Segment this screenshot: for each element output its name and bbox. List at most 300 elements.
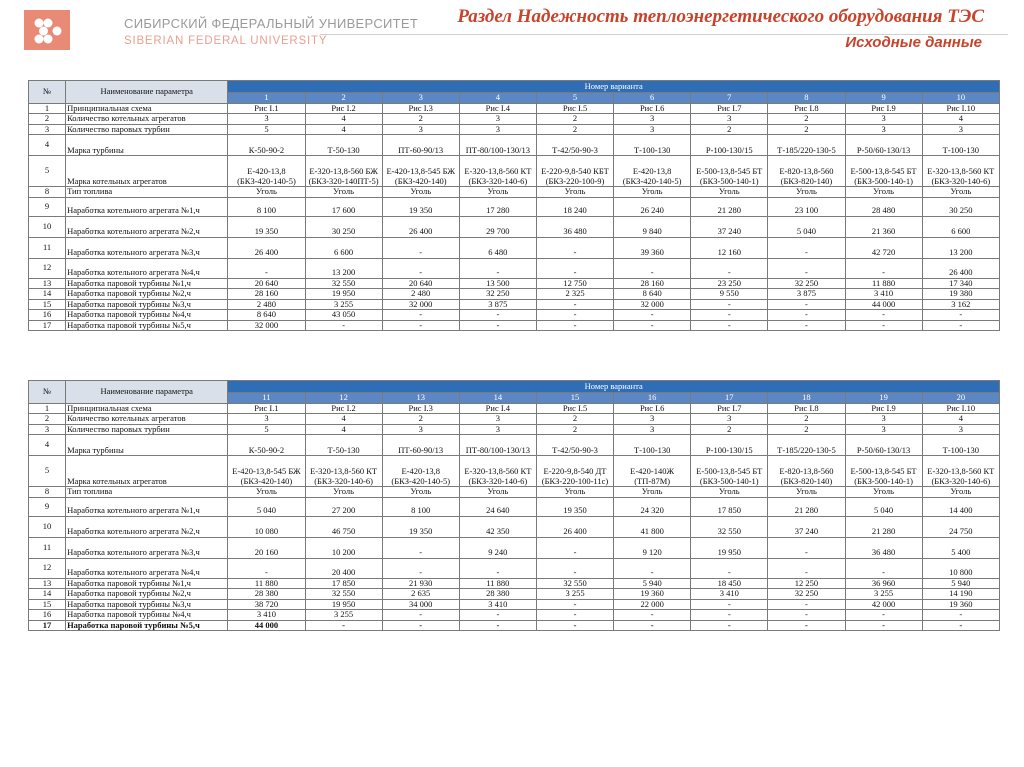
- row-number: 16: [29, 610, 66, 621]
- table-row: [29, 289, 1000, 300]
- variant-value: 34 000: [382, 599, 459, 610]
- parameter-name: Наработка котельного агрегата №1,ч: [66, 497, 228, 516]
- variant-value: 26 400: [228, 237, 305, 258]
- variant-value: Е-420-13,8-545 БЖ (БКЗ-420-140): [382, 156, 459, 187]
- variant-value: -: [459, 310, 536, 321]
- variant-value: Т-100-130: [614, 435, 691, 456]
- variant-index-header: 5: [536, 93, 613, 104]
- variant-value: 11 880: [459, 578, 536, 589]
- variant-value: -: [228, 558, 305, 578]
- variant-value: -: [382, 558, 459, 578]
- parameter-name: Количество паровых турбин: [66, 424, 228, 435]
- variant-value: Т-42/50-90-3: [536, 435, 613, 456]
- variant-value: 36 480: [845, 537, 922, 558]
- variant-value: К-50-90-2: [228, 435, 305, 456]
- variant-value: Е-220-9,8-540 КБТ (БКЗ-220-100-9): [536, 156, 613, 187]
- header-variant-number: Номер варианта: [228, 381, 1000, 393]
- variant-value: 38 720: [228, 599, 305, 610]
- variant-value: 17 600: [305, 197, 382, 216]
- variant-value: -: [768, 320, 845, 331]
- variant-value: -: [768, 620, 845, 631]
- variant-value: -: [382, 310, 459, 321]
- variant-value: 2: [382, 114, 459, 125]
- variant-value: Т-42/50-90-3: [536, 135, 613, 156]
- row-number: 3: [29, 424, 66, 435]
- variant-value: 28 380: [459, 589, 536, 600]
- variant-value: Рис I.1: [228, 103, 305, 114]
- parameter-name: Наработка котельного агрегата №2,ч: [66, 216, 228, 237]
- variant-value: 13 200: [305, 258, 382, 278]
- variant-value: Рис I.2: [305, 103, 382, 114]
- sfu-logo-icon: [24, 10, 70, 50]
- variant-value: Уголь: [614, 487, 691, 498]
- variant-index-header: 3: [382, 93, 459, 104]
- variant-value: 3: [845, 114, 922, 125]
- variant-value: Уголь: [922, 487, 999, 498]
- variant-value: 19 950: [305, 599, 382, 610]
- row-number: 8: [29, 187, 66, 198]
- variant-value: Рис I.10: [922, 403, 999, 414]
- variant-value: 2: [536, 124, 613, 135]
- parameter-name: Наработка котельного агрегата №3,ч: [66, 537, 228, 558]
- variant-value: 36 960: [845, 578, 922, 589]
- variant-value: Уголь: [228, 187, 305, 198]
- variant-value: 6 600: [922, 216, 999, 237]
- variant-value: Уголь: [459, 187, 536, 198]
- parameter-name: Наработка паровой турбины №3,ч: [66, 599, 228, 610]
- variant-index-header: 20: [922, 393, 999, 404]
- variant-value: -: [459, 620, 536, 631]
- row-number: 2: [29, 114, 66, 125]
- table-row: [29, 497, 1000, 516]
- parameter-name: Количество котельных агрегатов: [66, 114, 228, 125]
- variant-value: Е-320-13,8-560 КТ (БКЗ-320-140-6): [922, 156, 999, 187]
- variant-value: -: [536, 620, 613, 631]
- variant-value: -: [845, 320, 922, 331]
- variant-value: -: [691, 610, 768, 621]
- variant-value: Е-420-13,8 (БКЗ-420-140-5): [614, 156, 691, 187]
- parameter-name: Количество котельных агрегатов: [66, 414, 228, 425]
- variant-value: Рис I.3: [382, 403, 459, 414]
- parameter-name: Принципиальная схема: [66, 403, 228, 414]
- variant-value: -: [845, 258, 922, 278]
- variant-value: 4: [305, 414, 382, 425]
- variant-value: Уголь: [845, 487, 922, 498]
- variant-value: 3: [459, 424, 536, 435]
- variant-value: ПТ-80/100-130/13: [459, 135, 536, 156]
- variant-value: ПТ-80/100-130/13: [459, 435, 536, 456]
- parameter-name: Наработка паровой турбины №2,ч: [66, 289, 228, 300]
- variant-value: 21 360: [845, 216, 922, 237]
- variant-value: 17 280: [459, 197, 536, 216]
- variant-value: 5: [228, 424, 305, 435]
- variant-value: 3: [228, 114, 305, 125]
- variant-value: Рис I.9: [845, 103, 922, 114]
- variant-value: 44 000: [845, 299, 922, 310]
- table-row: [29, 537, 1000, 558]
- variant-value: 28 160: [228, 289, 305, 300]
- variant-value: Т-185/220-130-5: [768, 435, 845, 456]
- variant-value: Е-500-13,8-545 БТ (БКЗ-500-140-1): [845, 156, 922, 187]
- variant-value: Уголь: [305, 487, 382, 498]
- row-number: 12: [29, 558, 66, 578]
- variant-value: 44 000: [228, 620, 305, 631]
- variant-value: Р-100-130/15: [691, 435, 768, 456]
- variant-value: 3: [228, 414, 305, 425]
- variant-value: -: [536, 258, 613, 278]
- row-number: 9: [29, 497, 66, 516]
- variant-value: 3: [614, 414, 691, 425]
- variant-value: Т-100-130: [614, 135, 691, 156]
- variant-value: Е-820-13,8-560 (БКЗ-820-140): [768, 456, 845, 487]
- variant-value: -: [614, 310, 691, 321]
- variant-value: Уголь: [768, 187, 845, 198]
- variant-value: 3: [691, 414, 768, 425]
- variant-index-header: 8: [768, 93, 845, 104]
- variant-value: -: [845, 558, 922, 578]
- variant-value: 2 325: [536, 289, 613, 300]
- variant-value: -: [305, 620, 382, 631]
- variant-value: 3 410: [459, 599, 536, 610]
- variant-value: Рис I.1: [228, 403, 305, 414]
- variant-value: 3: [922, 424, 999, 435]
- variant-value: 3 162: [922, 299, 999, 310]
- variant-value: 11 880: [228, 578, 305, 589]
- variant-value: -: [768, 310, 845, 321]
- parameter-name: Наработка котельного агрегата №1,ч: [66, 197, 228, 216]
- variant-value: 27 200: [305, 497, 382, 516]
- variant-value: 2 635: [382, 589, 459, 600]
- row-number: 10: [29, 516, 66, 537]
- row-number: 13: [29, 578, 66, 589]
- variant-value: Е-320-13,8-560 КТ (БКЗ-320-140-6): [459, 156, 536, 187]
- variant-value: 32 250: [459, 289, 536, 300]
- variant-value: -: [768, 558, 845, 578]
- variant-value: Е-320-13,8-560 КТ (БКЗ-320-140-6): [305, 456, 382, 487]
- variant-value: Е-500-13,8-545 БТ (БКЗ-500-140-1): [691, 156, 768, 187]
- variant-value: 23 250: [691, 278, 768, 289]
- table-row: [29, 197, 1000, 216]
- variant-index-header: 11: [228, 393, 305, 404]
- variant-value: -: [614, 258, 691, 278]
- variant-value: 17 340: [922, 278, 999, 289]
- variant-value: 19 350: [382, 197, 459, 216]
- variant-value: 5 040: [768, 216, 845, 237]
- variant-value: 2: [536, 424, 613, 435]
- variant-value: Т-50-130: [305, 135, 382, 156]
- variant-value: 32 000: [614, 299, 691, 310]
- university-logo: [20, 8, 419, 52]
- variant-value: 3 410: [845, 289, 922, 300]
- variant-value: 11 880: [845, 278, 922, 289]
- variant-value: 3: [459, 124, 536, 135]
- variant-value: 3: [845, 414, 922, 425]
- variant-value: -: [382, 320, 459, 331]
- variant-value: 32 250: [768, 278, 845, 289]
- variant-value: -: [382, 610, 459, 621]
- variant-value: Т-185/220-130-5: [768, 135, 845, 156]
- table-row: [29, 299, 1000, 310]
- header-variant-number: Номер варианта: [228, 81, 1000, 93]
- variant-value: 3: [614, 124, 691, 135]
- variant-value: 3: [922, 124, 999, 135]
- variant-value: 26 240: [614, 197, 691, 216]
- variant-index-header: 9: [845, 93, 922, 104]
- variant-value: 3: [459, 114, 536, 125]
- variant-value: -: [922, 610, 999, 621]
- variants-table-1: [28, 80, 1000, 331]
- row-number: 15: [29, 599, 66, 610]
- variant-value: 3: [382, 424, 459, 435]
- variant-value: 20 640: [382, 278, 459, 289]
- variant-value: -: [459, 258, 536, 278]
- variant-value: -: [459, 610, 536, 621]
- table-row: [29, 124, 1000, 135]
- table-row: [29, 599, 1000, 610]
- parameter-name: Наработка котельного агрегата №4,ч: [66, 558, 228, 578]
- variant-value: Р-50/60-130/13: [845, 135, 922, 156]
- variant-value: -: [228, 258, 305, 278]
- variant-index-header: 10: [922, 93, 999, 104]
- variant-index-header: 1: [228, 93, 305, 104]
- variant-value: 2: [691, 424, 768, 435]
- variant-value: 8 100: [382, 497, 459, 516]
- table-row: [29, 187, 1000, 198]
- variant-value: 18 240: [536, 197, 613, 216]
- variant-value: 5 040: [845, 497, 922, 516]
- parameter-name: Наработка паровой турбины №3,ч: [66, 299, 228, 310]
- table-row: [29, 103, 1000, 114]
- variant-value: 46 750: [305, 516, 382, 537]
- table-row: [29, 435, 1000, 456]
- variant-value: -: [768, 258, 845, 278]
- row-number: 1: [29, 403, 66, 414]
- variant-value: -: [459, 320, 536, 331]
- table-row: [29, 135, 1000, 156]
- variant-value: Рис I.9: [845, 403, 922, 414]
- variant-value: Рис I.2: [305, 403, 382, 414]
- variant-value: Уголь: [536, 187, 613, 198]
- parameter-name: Марка котельных агрегатов: [66, 156, 228, 187]
- variant-value: 3 255: [305, 610, 382, 621]
- row-number: 5: [29, 456, 66, 487]
- variant-value: Е-420-13,8-545 БЖ (БКЗ-420-140): [228, 456, 305, 487]
- variant-value: 24 640: [459, 497, 536, 516]
- variant-value: Е-420-13,8 (БКЗ-420-140-5): [228, 156, 305, 187]
- variant-value: Уголь: [382, 187, 459, 198]
- variant-value: -: [922, 620, 999, 631]
- variant-value: 9 240: [459, 537, 536, 558]
- variant-index-header: 15: [536, 393, 613, 404]
- row-number: 17: [29, 620, 66, 631]
- variant-value: Е-500-13,8-545 БТ (БКЗ-500-140-1): [691, 456, 768, 487]
- variant-value: 4: [305, 124, 382, 135]
- variant-value: 5: [228, 124, 305, 135]
- row-number: 8: [29, 487, 66, 498]
- variant-value: Рис I.4: [459, 103, 536, 114]
- variant-value: -: [536, 320, 613, 331]
- variant-value: 4: [305, 114, 382, 125]
- variant-value: 12 750: [536, 278, 613, 289]
- variant-value: Рис I.10: [922, 103, 999, 114]
- variant-index-header: 2: [305, 93, 382, 104]
- table-row: [29, 456, 1000, 487]
- page-title: Раздел Надежность теплоэнергетического оборудования ТЭС: [457, 6, 984, 27]
- variant-value: -: [768, 610, 845, 621]
- variant-value: 9 550: [691, 289, 768, 300]
- variant-value: Уголь: [305, 187, 382, 198]
- header-number: №: [29, 81, 66, 104]
- variant-value: -: [536, 610, 613, 621]
- variant-value: -: [536, 599, 613, 610]
- variant-value: 26 400: [536, 516, 613, 537]
- page-subtitle: Исходные данные: [845, 34, 982, 51]
- variant-value: 24 750: [922, 516, 999, 537]
- variant-value: -: [536, 310, 613, 321]
- table-row: [29, 424, 1000, 435]
- variant-value: ПТ-60-90/13: [382, 135, 459, 156]
- row-number: 1: [29, 103, 66, 114]
- variant-value: 2: [536, 114, 613, 125]
- variant-value: -: [382, 537, 459, 558]
- table-row: [29, 578, 1000, 589]
- row-number: 10: [29, 216, 66, 237]
- variant-value: Е-500-13,8-545 БТ (БКЗ-500-140-1): [845, 456, 922, 487]
- variant-value: 2: [382, 414, 459, 425]
- variant-value: 28 380: [228, 589, 305, 600]
- table-row: [29, 610, 1000, 621]
- variant-value: 2: [768, 424, 845, 435]
- variant-value: Е-420-13,8 (БКЗ-420-140-5): [382, 456, 459, 487]
- variant-value: -: [305, 320, 382, 331]
- row-number: 3: [29, 124, 66, 135]
- variant-value: ПТ-60-90/13: [382, 435, 459, 456]
- table-row: [29, 487, 1000, 498]
- variant-index-header: 14: [459, 393, 536, 404]
- table-row: [29, 414, 1000, 425]
- variant-value: Рис I.6: [614, 403, 691, 414]
- variant-value: 5 940: [922, 578, 999, 589]
- variant-value: -: [691, 320, 768, 331]
- table-row: [29, 320, 1000, 331]
- variant-value: -: [691, 299, 768, 310]
- header-parameter-name: Наименование параметра: [66, 81, 228, 104]
- variant-value: Уголь: [691, 487, 768, 498]
- variant-value: 37 240: [768, 516, 845, 537]
- variant-value: 39 360: [614, 237, 691, 258]
- variant-value: 3 875: [459, 299, 536, 310]
- row-number: 4: [29, 135, 66, 156]
- row-number: 4: [29, 435, 66, 456]
- variant-value: -: [536, 237, 613, 258]
- variant-value: Р-50/60-130/13: [845, 435, 922, 456]
- variant-index-header: 19: [845, 393, 922, 404]
- row-number: 15: [29, 299, 66, 310]
- row-number: 2: [29, 414, 66, 425]
- variant-value: Уголь: [922, 187, 999, 198]
- variant-value: К-50-90-2: [228, 135, 305, 156]
- variant-value: -: [845, 620, 922, 631]
- variant-value: Е-820-13,8-560 (БКЗ-820-140): [768, 156, 845, 187]
- variant-value: 3 255: [845, 589, 922, 600]
- variant-value: 19 350: [228, 216, 305, 237]
- variant-value: -: [922, 320, 999, 331]
- variant-value: Рис I.4: [459, 403, 536, 414]
- parameter-name: Наработка паровой турбины №2,ч: [66, 589, 228, 600]
- variant-value: 21 280: [691, 197, 768, 216]
- variant-value: Т-100-130: [922, 435, 999, 456]
- variant-value: Уголь: [691, 187, 768, 198]
- table-row: [29, 156, 1000, 187]
- university-name-en: SIBERIAN FEDERAL UNIVERSITY: [124, 35, 328, 47]
- variant-value: 2: [691, 124, 768, 135]
- variant-value: Е-320-13,8-560 БЖ (БКЗ-320-140ПТ-5): [305, 156, 382, 187]
- variant-value: 32 250: [768, 589, 845, 600]
- parameter-name: Наработка паровой турбины №4,ч: [66, 610, 228, 621]
- variant-value: 10 200: [305, 537, 382, 558]
- variant-value: 3: [382, 124, 459, 135]
- variant-value: 32 000: [228, 320, 305, 331]
- variant-value: 5 940: [614, 578, 691, 589]
- variant-value: -: [768, 299, 845, 310]
- variant-value: Уголь: [459, 487, 536, 498]
- variant-value: Рис I.7: [691, 403, 768, 414]
- parameter-name: Марка котельных агрегатов: [66, 456, 228, 487]
- variant-value: 3: [845, 124, 922, 135]
- parameter-name: Наработка котельного агрегата №4,ч: [66, 258, 228, 278]
- variant-value: Т-50-130: [305, 435, 382, 456]
- variant-value: 17 850: [691, 497, 768, 516]
- variant-value: -: [768, 537, 845, 558]
- variants-table-2: [28, 380, 1000, 631]
- variant-value: 3 255: [536, 589, 613, 600]
- variant-value: Уголь: [382, 487, 459, 498]
- variant-value: 13 500: [459, 278, 536, 289]
- variant-value: 4: [922, 414, 999, 425]
- variant-value: -: [536, 558, 613, 578]
- variant-index-header: 7: [691, 93, 768, 104]
- variant-value: Уголь: [768, 487, 845, 498]
- variant-value: 3: [459, 414, 536, 425]
- variant-value: 3: [691, 114, 768, 125]
- variant-value: Р-100-130/15: [691, 135, 768, 156]
- parameter-name: Наработка котельного агрегата №2,ч: [66, 516, 228, 537]
- parameter-name: Марка турбины: [66, 435, 228, 456]
- table-row: [29, 589, 1000, 600]
- variant-value: 21 930: [382, 578, 459, 589]
- variant-value: Рис I.5: [536, 103, 613, 114]
- variant-value: Рис I.8: [768, 103, 845, 114]
- variant-value: -: [614, 620, 691, 631]
- variant-value: -: [768, 237, 845, 258]
- variant-value: Т-100-130: [922, 135, 999, 156]
- variant-value: Уголь: [536, 487, 613, 498]
- variant-value: -: [691, 599, 768, 610]
- variant-value: 26 400: [382, 216, 459, 237]
- variant-value: -: [536, 299, 613, 310]
- variant-value: 28 480: [845, 197, 922, 216]
- variant-value: 3 410: [691, 589, 768, 600]
- table-row: [29, 403, 1000, 414]
- variant-value: -: [382, 258, 459, 278]
- variant-value: 42 350: [459, 516, 536, 537]
- variant-value: -: [614, 558, 691, 578]
- variant-value: 20 640: [228, 278, 305, 289]
- variant-value: Е-320-13,8-560 КТ (БКЗ-320-140-6): [922, 456, 999, 487]
- variant-value: 2: [768, 114, 845, 125]
- variant-value: 28 160: [614, 278, 691, 289]
- variant-value: 4: [922, 114, 999, 125]
